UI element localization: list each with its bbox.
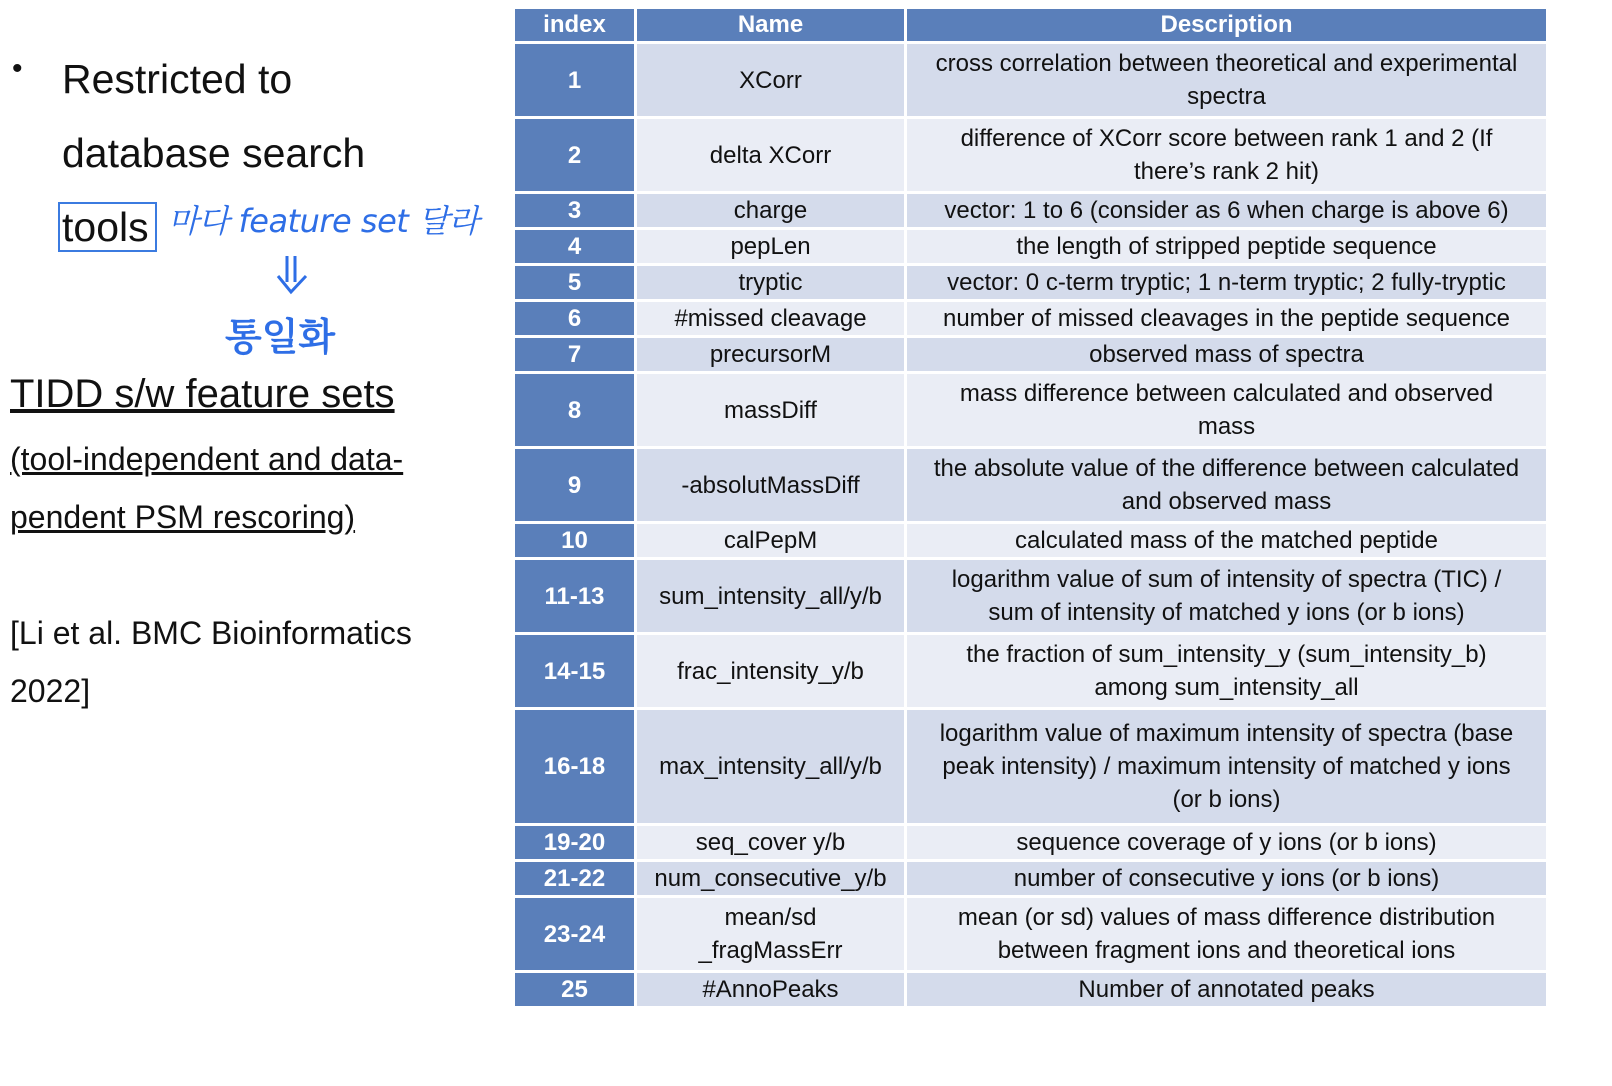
row-description	[906, 523, 1548, 559]
row-description-line: difference of XCorr score between rank 1 and 2 (If	[960, 125, 1493, 152]
row-description-line: logarithm value of sum of intensity of spectra (TIC) /	[951, 566, 1502, 593]
row-name-line: num_consecutive_y/b	[654, 865, 887, 892]
left-panel	[0, 0, 500, 1086]
table-row	[514, 523, 1548, 559]
row-description-line: vector: 1 to 6 (consider as 6 when charge is above 6)	[944, 197, 1509, 224]
row-name	[636, 559, 906, 634]
row-description	[906, 373, 1548, 448]
row-index: 19-20	[514, 825, 636, 861]
row-description-line: (or b ions)	[1172, 786, 1281, 813]
row-index: 4	[514, 229, 636, 265]
row-index: 6	[514, 301, 636, 337]
table-row	[514, 448, 1548, 523]
row-name-line: precursorM	[709, 341, 832, 368]
row-index: 23-24	[514, 897, 636, 972]
row-index: 14-15	[514, 634, 636, 709]
row-name-line: pepLen	[730, 233, 811, 260]
feature-set-heading: TIDD s/w feature sets	[10, 372, 395, 416]
boxed-tools-word: tools	[58, 202, 157, 252]
row-name	[636, 337, 906, 373]
row-description	[906, 559, 1548, 634]
table-row	[514, 861, 1548, 897]
row-index: 11-13	[514, 559, 636, 634]
row-description	[906, 897, 1548, 972]
citation	[10, 604, 412, 720]
row-description-line: observed mass of spectra	[1089, 341, 1364, 368]
row-description-line: the fraction of sum_intensity_y (sum_intensity_b)	[966, 641, 1487, 668]
row-index: 9	[514, 448, 636, 523]
header-description: Description	[906, 8, 1548, 43]
row-name-line: frac_intensity_y/b	[677, 657, 864, 685]
table-row	[514, 559, 1548, 634]
row-description	[906, 229, 1548, 265]
row-description	[906, 265, 1548, 301]
row-description-line: mean (or sd) values of mass difference distribution	[957, 904, 1496, 931]
row-index: 7	[514, 337, 636, 373]
row-description-line: spectra	[1187, 83, 1266, 110]
row-name	[636, 448, 906, 523]
row-name	[636, 265, 906, 301]
row-description-line: calculated mass of the matched peptide	[1015, 527, 1438, 554]
row-name	[636, 301, 906, 337]
row-description-line: between fragment ions and theoretical ions	[997, 937, 1456, 964]
subtext-line: (tool-independent and data-	[10, 441, 404, 477]
table-row	[514, 118, 1548, 193]
down-arrow-icon	[272, 254, 312, 296]
bullet-line: Restricted to	[62, 56, 293, 102]
row-index: 10	[514, 523, 636, 559]
row-name-line: massDiff	[724, 396, 817, 424]
handwritten-note: 마다 feature set 달라	[168, 202, 479, 240]
table-row	[514, 193, 1548, 229]
table-row	[514, 337, 1548, 373]
row-name-line: -absolutMassDiff	[681, 471, 860, 499]
table-row	[514, 897, 1548, 972]
row-description-line: vector: 0 c-term tryptic; 1 n-term tryptic; 2 fully-tryptic	[947, 269, 1506, 296]
table-header-row	[514, 8, 1548, 43]
row-description	[906, 337, 1548, 373]
row-description-line: number of missed cleavages in the peptide sequence	[942, 305, 1511, 332]
row-name-line: delta XCorr	[709, 141, 832, 169]
row-name-line: #missed cleavage	[674, 305, 867, 332]
row-index: 1	[514, 43, 636, 118]
row-description-line: sequence coverage of y ions (or b ions)	[1016, 829, 1437, 856]
row-description-line: there’s rank 2 hit)	[1134, 158, 1319, 185]
row-name	[636, 373, 906, 448]
row-name-line: sum_intensity_all/y/b	[659, 582, 882, 610]
row-name	[636, 709, 906, 825]
row-name	[636, 43, 906, 118]
row-description	[906, 301, 1548, 337]
table-row	[514, 265, 1548, 301]
row-description	[906, 448, 1548, 523]
row-description-line: mass difference between calculated and observed	[959, 380, 1494, 407]
feature-table	[512, 6, 1549, 1009]
table-row	[514, 972, 1548, 1008]
table-row	[514, 634, 1548, 709]
citation-line: 2022]	[10, 673, 91, 709]
row-description-line: the length of stripped peptide sequence	[1016, 233, 1437, 260]
row-index: 21-22	[514, 861, 636, 897]
row-name-line: XCorr	[739, 66, 802, 94]
row-index: 3	[514, 193, 636, 229]
row-name	[636, 861, 906, 897]
row-name-line: tryptic	[738, 269, 803, 296]
row-name	[636, 118, 906, 193]
row-description-line: peak intensity) / maximum intensity of matched y ions	[942, 753, 1511, 780]
row-name-line: charge	[733, 197, 808, 224]
row-name	[636, 523, 906, 559]
table-row	[514, 43, 1548, 118]
row-description-line: and observed mass	[1121, 488, 1332, 515]
table-body	[514, 43, 1548, 1008]
row-name	[636, 634, 906, 709]
table-row	[514, 373, 1548, 448]
row-name-line: #AnnoPeaks	[702, 976, 839, 1003]
table-row	[514, 709, 1548, 825]
row-name	[636, 825, 906, 861]
row-name	[636, 897, 906, 972]
row-description-line: among sum_intensity_all	[1094, 674, 1359, 701]
header-name: Name	[636, 8, 906, 43]
row-description	[906, 43, 1548, 118]
table-row	[514, 825, 1548, 861]
feature-set-subtext	[10, 430, 403, 546]
table-row	[514, 301, 1548, 337]
row-index: 16-18	[514, 709, 636, 825]
row-index: 8	[514, 373, 636, 448]
row-description	[906, 709, 1548, 825]
row-description-line: Number of annotated peaks	[1078, 976, 1375, 1003]
row-name-line: max_intensity_all/y/b	[659, 753, 882, 780]
row-index: 5	[514, 265, 636, 301]
row-description-line: the absolute value of the difference between calculated	[933, 455, 1520, 482]
subtext-line: pendent PSM rescoring)	[10, 499, 356, 535]
row-name-line: calPepM	[723, 527, 818, 554]
row-name	[636, 229, 906, 265]
header-index: index	[514, 8, 636, 43]
row-description	[906, 972, 1548, 1008]
handwritten-result: 통일화	[225, 315, 336, 359]
row-description	[906, 825, 1548, 861]
row-description-line: sum of intensity of matched y ions (or b ions)	[988, 599, 1465, 626]
row-description	[906, 861, 1548, 897]
row-description-line: logarithm value of maximum intensity of spectra (base	[939, 720, 1514, 747]
row-description	[906, 118, 1548, 193]
row-name-line: mean/sd	[724, 904, 817, 931]
row-description-line: cross correlation between theoretical and experimental	[935, 50, 1518, 77]
row-description	[906, 193, 1548, 229]
row-description-line: mass	[1197, 413, 1256, 440]
row-name-line: _fragMassErr	[698, 937, 843, 964]
bullet-symbol: •	[12, 52, 23, 85]
row-description	[906, 634, 1548, 709]
row-description-line: number of consecutive y ions (or b ions)	[1013, 865, 1440, 892]
row-index: 25	[514, 972, 636, 1008]
row-name	[636, 193, 906, 229]
row-name-line: seq_cover y/b	[695, 829, 846, 856]
row-name	[636, 972, 906, 1008]
citation-line: [Li et al. BMC Bioinformatics	[10, 615, 412, 651]
table-row	[514, 229, 1548, 265]
bullet-line: database search	[62, 130, 366, 176]
row-index: 2	[514, 118, 636, 193]
